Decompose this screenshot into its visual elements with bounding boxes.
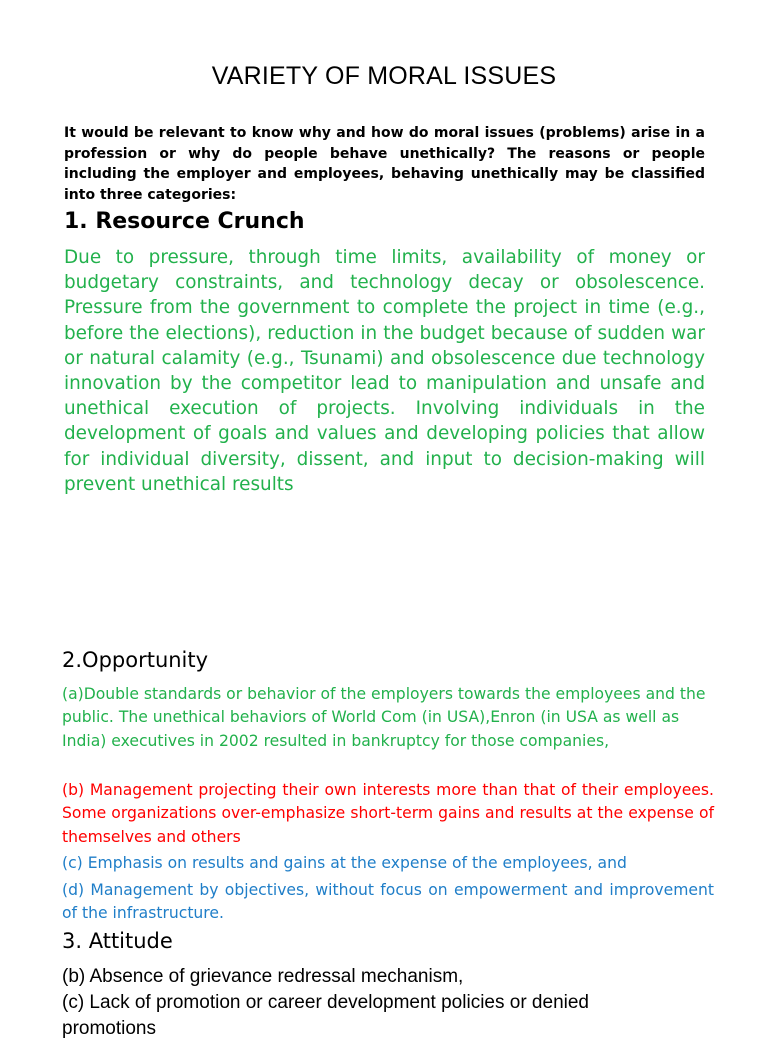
attitude-item-c-continued: promotions	[62, 1018, 156, 1039]
resource-crunch-paragraph: Due to pressure, through time limits, availability of money or budgetary constraints, and technology decay or obsolescence. Pressure from the government to complete the project in time (e.g., before the elections), reduction in the budget because of sudden war or natural calamity (e.g., Tsunami) and obsolescence due technology innovation by the competitor lead to manipulation and unsafe and unethical execution of projects. Involving individuals in the development of goals and values and developing policies that allow for individual diversity, dissent, and input to decision-making will prevent unethical results	[64, 247, 705, 495]
opportunity-item-a: (a)Double standards or behavior of the employers towards the employees and the public. The unethical behaviors of World Com (in USA),Enron (in USA as well as India) executives in 2002 resulted in bankruptcy for those companies,	[62, 685, 706, 750]
opportunity-item-c: (c) Emphasis on results and gains at the expense of the employees, and	[62, 854, 627, 872]
attitude-item-b: (b) Absence of grievance redressal mechanism,	[62, 966, 464, 987]
section-heading-resource-crunch: 1. Resource Crunch	[64, 209, 305, 234]
opportunity-item-d: (d) Management by objectives, without focus on empowerment and improvement of the infrastructure.	[62, 881, 714, 922]
section-heading-attitude: 3. Attitude	[62, 929, 173, 953]
opportunity-item-b: (b) Management projecting their own interests more than that of their employees. Some organizations over-emphasize short-term gains and results at the expense of themselves and others	[62, 781, 714, 846]
page-title: VARIETY OF MORAL ISSUES	[211, 62, 557, 90]
attitude-item-c: (c) Lack of promotion or career development policies or denied	[62, 992, 589, 1013]
section-heading-opportunity: 2.Opportunity	[62, 648, 209, 672]
intro-paragraph: It would be relevant to know why and how do moral issues (problems) arise in a profession or why do people behave unethically? The reasons or people including the employer and employees, behaving unethically may be classified into three categories:	[64, 125, 705, 203]
